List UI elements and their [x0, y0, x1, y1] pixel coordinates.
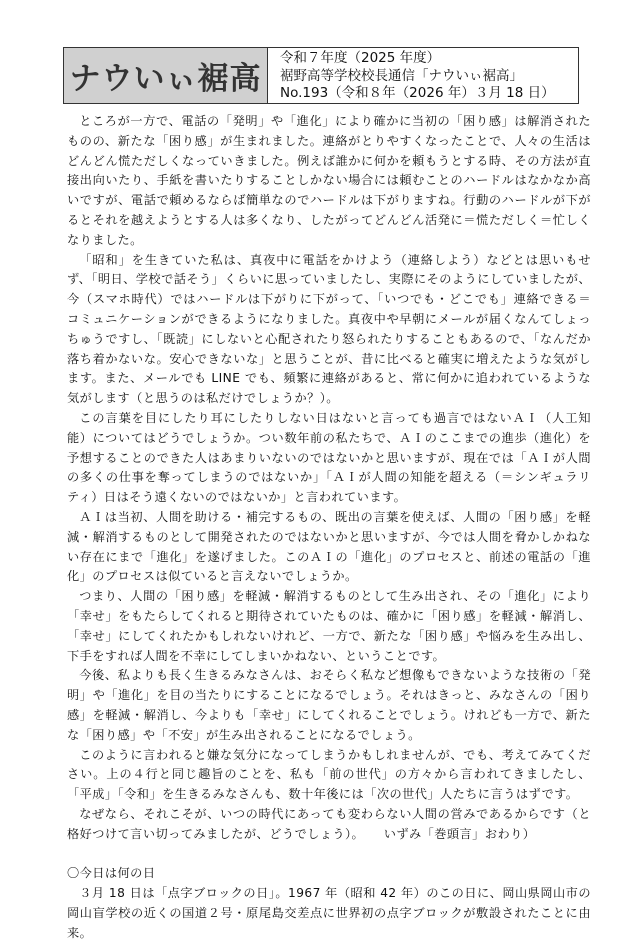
essay-paragraph: ＡＩは当初、人間を助ける・補完するもの、既出の言葉を使えば、人間の「困り感」を軽減・解消するものとして開発されたのではないかと思いますが、今では人間を脅かしかねない存在にまで「進化」を遂げました。このＡＩの「進化」のプロセスと、前述の電話の「進化」のプロセスは似ていると言えないでしょうか。	[67, 509, 591, 584]
essay-signature: いずみ「巻頭言」おわり）	[383, 826, 536, 841]
issue-number-date: No.193（令和８年（2026 年）３月 18 日）	[280, 85, 555, 101]
newsletter-name: 裾野高等学校校長通信「ナウいぃ裾高」	[280, 67, 523, 84]
newsletter-header	[63, 47, 579, 104]
issue-info	[268, 47, 579, 104]
section-spacer	[67, 844, 591, 864]
article-body	[67, 112, 591, 943]
essay-paragraph: 「昭和」を生きていた私は、真夜中に電話をかけよう（連絡しよう）などとは思いもせず、「明日、学校で話そう」くらいに思っていましたし、実際にそのようにしていましたが、今（スマホ時代）ではハードルは下がりに下がって、「いつでも・どこでも」連絡できる＝コミュニケーションができるようになりました。真夜中や早朝にメールが届くなんてしょっちゅうですし、「既読」にしないと心配されたり怒られたりすることもあるので、「なんだか落ち着かないな。安心できないな」と思うことが、昔に比べると確実に増えたような気がします。また、メールでも LINE でも、頻繁に連絡があると、常に何かに追われているような気がします（と思うのは私だけでしょうか？）。	[67, 252, 591, 406]
masthead-box	[63, 47, 268, 104]
issue-year: 令和７年度（2025 年度）	[280, 50, 441, 66]
masthead-title: ナウいぃ裾高	[69, 61, 262, 97]
today-body: ３月 18 日は「点字ブロックの日」。1967 年（昭和 42 年）のこの日に、岡山県岡山市の岡山盲学校の近くの国道２号・原尾島交差点に世界初の点字ブロックが敷設されたことに由来。	[67, 886, 591, 940]
essay-paragraph: ところが一方で、電話の「発明」や「進化」により確かに当初の「困り感」は解消されたものの、新たな「困り感」が生まれました。連絡がとりやすくなったことで、人々の生活はどんどん慌ただしくなっていきました。例えば誰かに何かを頼もうとする時、その方法が直接出向いたり、手紙を書いたりすることしかない場合には頼むことのハードルはなかなか高いですが、電話で頼めるならば簡単なのでハードルは下がりますね。行動のハードルが下がるとそれを越えようとする人は多くなり、したがってどんどん活発に＝慌ただしく＝忙しくなりました。	[67, 114, 591, 247]
essay-paragraph: このように言われると嫌な気分になってしまうかもしれませんが、でも、考えてみてください。上の４行と同じ趣旨のことを、私も「前の世代」の方々から言われてきましたし、「平成」「令和」を生きるみなさんも、数十年後には「次の世代」人たちに言うはずです。	[67, 747, 591, 802]
essay-paragraph: 今後、私よりも長く生きるみなさんは、おそらく私など想像もできないような技術の「発明」や「進化」を目の当たりにすることになるでしょう。それはきっと、みなさんの「困り感」を軽減・解消し、今よりも「幸せ」にしてくれることでしょう。けれども一方で、新たな「困り感」や「不安」が生み出されることになるでしょう。	[67, 668, 591, 742]
essay-paragraph: つまり、人間の「困り感」を軽減・解消するものとして生み出され、その「進化」により「幸せ」をもたらしてくれると期待されていたものは、確かに「困り感」を軽減・解消し、「幸せ」にしてくれたかもしれないけれど、一方で、新たな「困り感」や悩みを生み出し、下手をすれば人間を不幸にしてしまいかねない、ということです。	[67, 589, 591, 663]
essay-closing: なぜなら、それこそが、いつの時代にあっても変わらない人間の営みであるからです（と格好つけて言い切ってみましたが、どうでしょう）。	[67, 806, 591, 841]
essay-closing-paragraph	[67, 805, 591, 845]
essay-paragraph: この言葉を目にしたり耳にしたりしない日はないと言っても過言ではないＡＩ（人工知能）についてはどうでしょうか。つい数年前の私たちで、ＡＩのここまでの進歩（進化）を予想することのできた人はあまりいないのではないかと思いますが、現在では「ＡＩが人間の多くの仕事を奪ってしまうのではないか」「ＡＩが人間の知能を超える（＝シンギュラリティ）日はそう遠くないのではないか」と言われています。	[67, 410, 591, 505]
today-heading: 〇今日は何の日	[67, 866, 156, 881]
